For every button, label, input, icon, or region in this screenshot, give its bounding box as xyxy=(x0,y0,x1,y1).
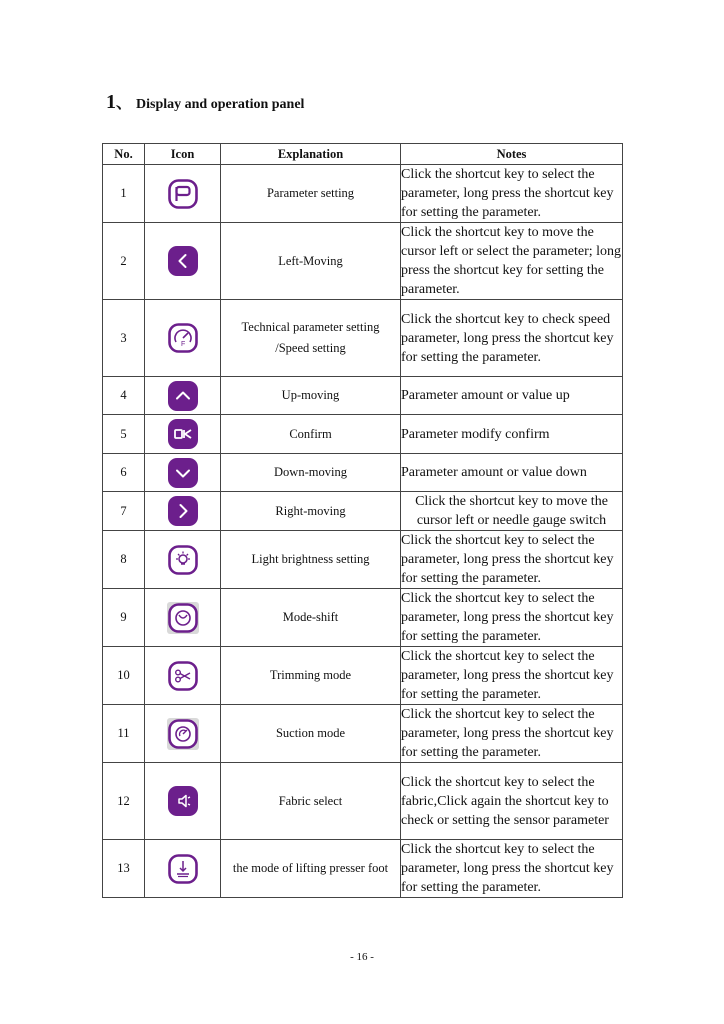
row-icon-cell xyxy=(145,415,221,454)
table-row xyxy=(103,763,623,840)
row-icon-cell xyxy=(145,377,221,415)
row-number: 11 xyxy=(103,705,145,763)
row-explanation xyxy=(221,705,401,763)
table-header-row xyxy=(103,144,623,165)
suction-icon xyxy=(145,718,220,750)
table-row xyxy=(103,531,623,589)
scissors-icon xyxy=(145,660,220,692)
row-explanation xyxy=(221,415,401,454)
explanation-line: Left-Moving xyxy=(278,253,343,268)
explanation-line: the mode of lifting presser foot xyxy=(232,861,389,875)
row-icon-cell xyxy=(145,223,221,300)
row-explanation xyxy=(221,647,401,705)
row-notes: Click the shortcut key to select the fabric,Click again the shortcut key to check or setting the sensor parameter xyxy=(401,763,623,840)
row-explanation xyxy=(221,589,401,647)
light-bulb-icon xyxy=(145,544,220,576)
row-notes: Click the shortcut key to select the parameter, long press the shortcut key for setting the parameter. xyxy=(401,647,623,705)
row-notes: Click the shortcut key to check speed parameter, long press the shortcut key for setting the parameter. xyxy=(401,300,623,377)
speed-gauge-icon xyxy=(145,322,220,354)
table-row xyxy=(103,492,623,531)
row-number: 2 xyxy=(103,223,145,300)
presser-foot-icon xyxy=(145,853,220,885)
row-explanation xyxy=(221,454,401,492)
row-notes: Click the shortcut key to select the parameter, long press the shortcut key for setting the parameter. xyxy=(401,589,623,647)
row-explanation xyxy=(221,165,401,223)
section-number: 1 xyxy=(106,91,116,113)
row-explanation xyxy=(221,763,401,840)
explanation-line: /Speed setting xyxy=(275,341,346,355)
row-notes: Click the shortcut key to move the cursor left or select the parameter; long press the shortcut key for setting the parameter. xyxy=(401,223,623,300)
row-icon-cell xyxy=(145,705,221,763)
table-row xyxy=(103,165,623,223)
explanation-line: Light brightness setting xyxy=(251,552,370,566)
table-row xyxy=(103,415,623,454)
row-notes: Click the shortcut key to select the parameter, long press the shortcut key for setting the parameter. xyxy=(401,165,623,223)
row-icon-cell xyxy=(145,492,221,531)
header-icon: Icon xyxy=(145,144,221,165)
row-explanation xyxy=(221,223,401,300)
row-explanation xyxy=(221,531,401,589)
explanation-line: Confirm xyxy=(289,426,332,441)
table-row xyxy=(103,840,623,898)
row-number: 12 xyxy=(103,763,145,840)
row-explanation xyxy=(221,377,401,415)
row-number: 6 xyxy=(103,454,145,492)
section-title: Display and operation panel xyxy=(136,97,305,112)
row-number: 8 xyxy=(103,531,145,589)
fabric-sensor-icon xyxy=(145,785,220,817)
table-row xyxy=(103,300,623,377)
row-notes: Parameter amount or value up xyxy=(401,377,623,415)
row-notes: Click the shortcut key to select the parameter, long press the shortcut key for setting the parameter. xyxy=(401,705,623,763)
panel-table xyxy=(102,143,623,898)
chevron-right-icon xyxy=(145,495,220,527)
row-number: 7 xyxy=(103,492,145,531)
row-explanation xyxy=(221,300,401,377)
row-number: 13 xyxy=(103,840,145,898)
row-notes: Click the shortcut key to select the parameter, long press the shortcut key for setting the parameter. xyxy=(401,840,623,898)
table-row xyxy=(103,647,623,705)
row-icon-cell xyxy=(145,840,221,898)
header-no: No. xyxy=(103,144,145,165)
row-icon-cell xyxy=(145,531,221,589)
explanation-line: Technical parameter setting xyxy=(241,320,380,334)
explanation-line: Right-moving xyxy=(275,503,346,518)
svg-text:F: F xyxy=(180,341,185,348)
row-icon-cell xyxy=(145,165,221,223)
row-icon-cell xyxy=(145,647,221,705)
table-row xyxy=(103,377,623,415)
row-number: 9 xyxy=(103,589,145,647)
section-heading xyxy=(106,90,304,114)
explanation-line: Mode-shift xyxy=(282,610,339,624)
table-row xyxy=(103,454,623,492)
p-letter-icon xyxy=(145,178,220,210)
mode-shift-icon xyxy=(145,602,220,634)
row-icon-cell xyxy=(145,454,221,492)
row-number: 4 xyxy=(103,377,145,415)
row-explanation xyxy=(221,840,401,898)
page-number: - 16 - xyxy=(350,951,374,963)
row-icon-cell xyxy=(145,589,221,647)
chevron-down-icon xyxy=(145,457,220,489)
explanation-line: Up-moving xyxy=(281,388,340,402)
row-number: 3 xyxy=(103,300,145,377)
row-notes: Parameter amount or value down xyxy=(401,454,623,492)
explanation-line: Suction mode xyxy=(275,726,346,740)
row-icon-cell xyxy=(145,763,221,840)
row-notes: Click the shortcut key to select the parameter, long press the shortcut key for setting the parameter. xyxy=(401,531,623,589)
row-explanation xyxy=(221,492,401,531)
table-row xyxy=(103,589,623,647)
row-icon-cell xyxy=(145,300,221,377)
row-notes: Parameter modify confirm xyxy=(401,415,623,454)
ok-icon xyxy=(145,418,220,450)
explanation-line: Trimming mode xyxy=(269,668,352,682)
row-notes: Click the shortcut key to move the cursor left or needle gauge switch xyxy=(401,492,623,531)
chevron-up-icon xyxy=(145,380,220,412)
row-number: 1 xyxy=(103,165,145,223)
header-notes: Notes xyxy=(401,144,623,165)
table-row xyxy=(103,705,623,763)
row-number: 10 xyxy=(103,647,145,705)
row-number: 5 xyxy=(103,415,145,454)
chevron-left-icon xyxy=(145,245,220,277)
header-explanation: Explanation xyxy=(221,144,401,165)
section-separator: 、 xyxy=(116,95,133,112)
explanation-line: Fabric select xyxy=(278,793,343,808)
table-row xyxy=(103,223,623,300)
explanation-line: Down-moving xyxy=(274,465,347,479)
explanation-line: Parameter setting xyxy=(266,186,355,200)
